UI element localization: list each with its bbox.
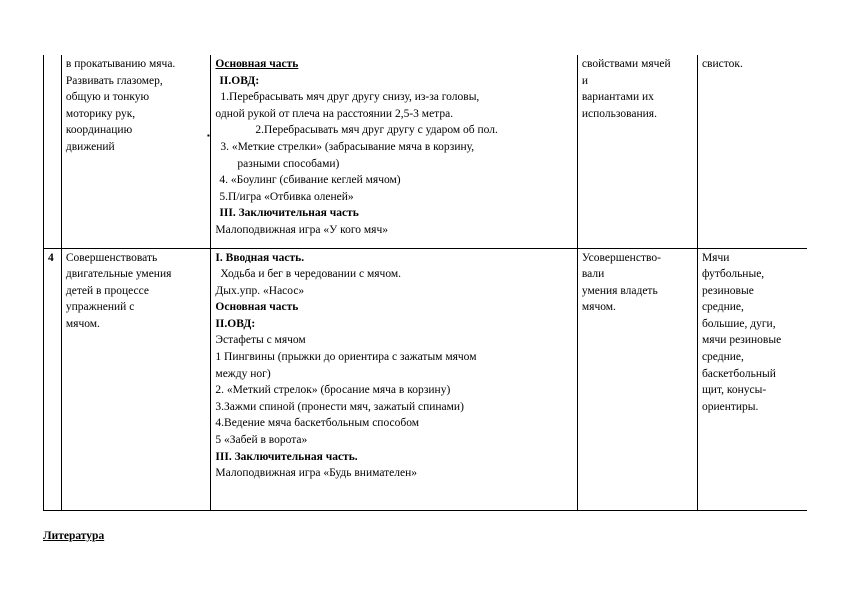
exercise-line: одной рукой от плеча на расстоянии 2,5-3 метра. bbox=[215, 107, 454, 120]
section-heading: III. Заключительная часть bbox=[219, 207, 359, 220]
exercise-line: 2. «Меткий стрелок» (бросание мяча в корзину) bbox=[215, 384, 451, 397]
goal-line: двигательные умения bbox=[65, 268, 172, 281]
row1-equipment-cell bbox=[697, 55, 807, 248]
result-line: вали bbox=[581, 268, 605, 281]
row2-result-cell bbox=[577, 248, 697, 510]
result-line: вариантами их bbox=[581, 91, 654, 104]
equipment-line: мячи резиновые bbox=[701, 334, 782, 347]
equipment-line: футбольные, bbox=[701, 268, 765, 281]
relay-heading: Эстафеты с мячом bbox=[215, 334, 306, 347]
table-row bbox=[44, 248, 808, 510]
equipment-line: большие, дуги, bbox=[701, 317, 776, 330]
section-heading: Основная часть bbox=[215, 301, 299, 314]
exercise-line: разными способами) bbox=[237, 157, 340, 170]
row1-number-cell bbox=[44, 55, 62, 248]
intro-line: Ходьба и бег в чередовании с мячом. bbox=[220, 268, 402, 281]
result-line: использования. bbox=[581, 107, 657, 120]
exercise-line: 5 «Забей в ворота» bbox=[215, 434, 308, 447]
goal-line: координацию bbox=[65, 124, 133, 137]
goal-line: Развивать глазомер, bbox=[65, 74, 163, 87]
row1-content-cell bbox=[211, 55, 577, 248]
equipment-line: резиновые bbox=[701, 284, 754, 297]
lesson-plan-table bbox=[43, 55, 807, 511]
exercise-line: 2.Перебрасывать мяч друг другу с ударом об пол. bbox=[255, 124, 498, 137]
row-number: 4 bbox=[48, 251, 54, 264]
row1-result-cell bbox=[577, 55, 697, 248]
exercise-line: 5.П/игра «Отбивка оленей» bbox=[219, 190, 354, 203]
result-line: свойствами мячей bbox=[581, 58, 671, 70]
row2-content-cell bbox=[211, 248, 577, 510]
section-heading: I. Вводная часть. bbox=[215, 251, 305, 264]
section-heading: III. Заключительная часть. bbox=[215, 450, 358, 463]
exercise-line: между ног) bbox=[215, 367, 271, 380]
intro-line: Дых.упр. «Насос» bbox=[215, 284, 305, 297]
goal-line: общую и тонкую bbox=[65, 91, 150, 104]
result-line: Усовершенство- bbox=[581, 251, 661, 264]
section-subheading: II.ОВД: bbox=[219, 74, 260, 87]
closing-text: Малоподвижная игра «Будь внимателен» bbox=[215, 467, 418, 480]
exercise-line: 4.Ведение мяча баскетбольным способом bbox=[215, 417, 420, 430]
bullet-marker: ▪ bbox=[207, 131, 210, 140]
goal-line: Совершенствовать bbox=[65, 251, 158, 264]
row2-number-cell bbox=[44, 248, 62, 510]
exercise-line: 1 Пингвины (прыжки до ориентира с зажатым мячом bbox=[215, 351, 477, 364]
row2-goals-cell bbox=[61, 248, 211, 510]
row1-goals-cell bbox=[61, 55, 211, 248]
equipment-line: баскетбольный bbox=[701, 367, 776, 380]
exercise-line: 3. «Меткие стрелки» (забрасывание мяча в корзину, bbox=[220, 140, 475, 153]
exercise-line: 3.Зажми спиной (пронести мяч, зажатый спинами) bbox=[215, 400, 464, 413]
equipment-line: средние, bbox=[701, 351, 744, 364]
result-line: мячом. bbox=[581, 301, 616, 314]
result-line: умения владеть bbox=[581, 284, 658, 297]
closing-text: Малоподвижная игра «У кого мяч» bbox=[215, 223, 388, 236]
goal-line: в прокатыванию мяча. bbox=[65, 58, 176, 70]
equipment-line: ориентиры. bbox=[701, 400, 759, 413]
table-row bbox=[44, 55, 808, 248]
goal-line: движений bbox=[65, 140, 115, 153]
equipment-line: свисток. bbox=[701, 58, 743, 70]
row2-equipment-cell bbox=[697, 248, 807, 510]
goal-line: упражнений с bbox=[65, 301, 135, 314]
equipment-line: Мячи bbox=[701, 251, 730, 264]
exercise-line: 1.Перебрасывать мяч друг другу снизу, из-за головы, bbox=[220, 91, 480, 104]
result-line: и bbox=[581, 74, 589, 87]
equipment-line: щит, конусы- bbox=[701, 384, 767, 397]
equipment-line: средние, bbox=[701, 301, 744, 314]
section-subheading: II.ОВД: bbox=[215, 317, 256, 330]
literature-heading: Литература bbox=[43, 530, 105, 542]
exercise-line: 4. «Боулинг (сбивание кеглей мячом) bbox=[219, 174, 401, 187]
goal-line: детей в процессе bbox=[65, 284, 149, 297]
goal-line: моторику рук, bbox=[65, 107, 136, 120]
section-heading: Основная часть bbox=[215, 58, 299, 70]
goal-line: мячом. bbox=[65, 317, 100, 330]
